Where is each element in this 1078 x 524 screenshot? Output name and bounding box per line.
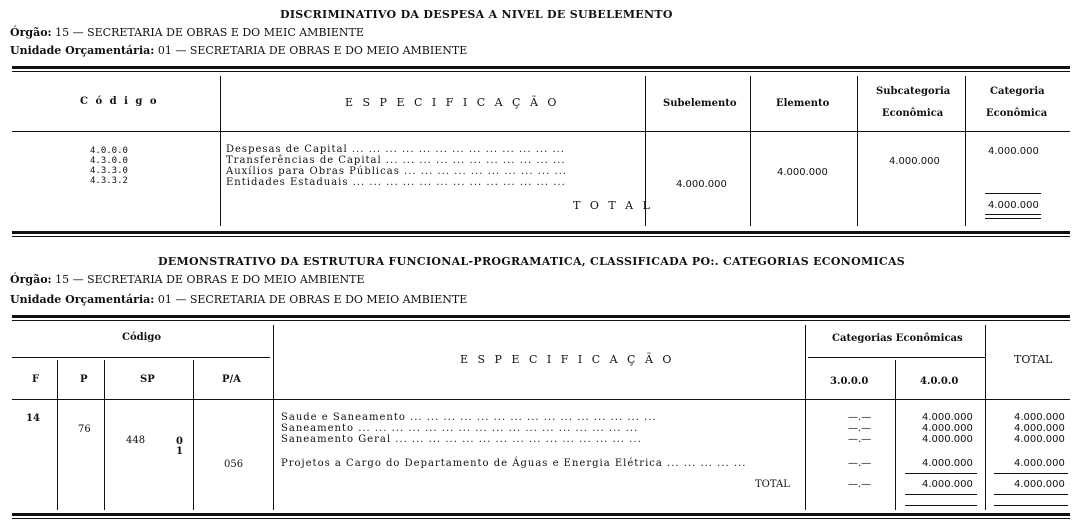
spec-item: Saneamento ... ... ... ... ... ... ... ... ... ... ... ... ... ... ... ... ... [281, 423, 639, 434]
sum-rule [994, 494, 1068, 495]
rule [12, 131, 1070, 132]
rule [12, 399, 1070, 400]
col-divider [193, 360, 194, 510]
col-divider [805, 325, 806, 510]
sum-rule [994, 473, 1068, 474]
rule [12, 518, 1070, 519]
code-item: 4.0.0.0 [90, 146, 128, 156]
rule [12, 320, 1070, 321]
code-item: 4.3.0.0 [90, 156, 128, 166]
value-total: 4.000.000 [1014, 434, 1065, 445]
section2-unidade [10, 293, 467, 306]
header-sp: SP [140, 374, 155, 385]
header-total: TOTAL [1014, 353, 1053, 366]
header-cat-3000: 3.0.0.0 [830, 376, 869, 387]
header-codigo: Código [122, 332, 162, 343]
value-4000: 4.000.000 [922, 458, 973, 469]
total-label: T O T A L [573, 199, 653, 212]
section2-orgao [10, 273, 365, 286]
header-elemento: Elemento [776, 98, 830, 109]
sum-rule [905, 505, 977, 506]
categoria-value: 4.000.000 [988, 146, 1039, 157]
spec-item: Transferências de Capital ... ... ... ... ... ... ... ... ... ... ... [226, 155, 566, 166]
value-total: 4.000.000 [1014, 412, 1065, 423]
value-4000: 4.000.000 [922, 434, 973, 445]
section1-orgao [10, 26, 364, 39]
section2-title: DEMONSTRATIVO DA ESTRUTURA FUNCIONAL-PROGRAMATICA, CLASSIFICADA PO:. CATEGORIAS ECONOMICAS [158, 255, 906, 268]
spec-item: Saneamento Geral ... ... ... ... ... ... ... ... ... ... ... ... ... ... ... [281, 434, 642, 445]
sum-rule [905, 494, 977, 495]
section1-unidade [10, 44, 467, 57]
rule [808, 357, 985, 358]
value-total: 4.000.000 [1014, 423, 1065, 434]
col-divider [965, 76, 966, 226]
header-cat-4000: 4.0.0.0 [920, 376, 959, 387]
orgao-value: 15 — SECRETARIA DE OBRAS E DO MEIC AMBIENTE [55, 26, 364, 39]
unidade-value: 01 — SECRETARIA DE OBRAS E DO MEIO AMBIENTE [157, 293, 468, 306]
empty-value: —.— [848, 458, 872, 469]
col-divider [895, 360, 896, 510]
orgao-label: Órgão: [10, 273, 52, 286]
code-item: 4.3.3.0 [90, 166, 128, 176]
value-total: 4.000.000 [1014, 458, 1065, 469]
orgao-label: Órgão: [10, 26, 52, 39]
subelemento-value: 4.000.000 [676, 179, 727, 190]
value-4000: 4.000.000 [922, 412, 973, 423]
total-label: TOTAL [755, 479, 790, 490]
sum-rule [985, 193, 1041, 194]
section1-title: DISCRIMINATIVO DA DESPESA A NIVEL DE SUBELEMENTO [280, 8, 673, 21]
value-4000: 4.000.000 [922, 423, 973, 434]
col-divider [985, 325, 986, 510]
rule [12, 66, 1070, 69]
spec-item: Entidades Estaduais ... ... ... ... ... ... ... ... ... ... ... ... ... [226, 177, 566, 188]
header-subelemento: Subelemento [663, 98, 737, 109]
empty-value: —.— [848, 423, 872, 434]
header-subcategoria-1: Subcategoria [876, 86, 951, 97]
header-codigo: C ó d i g o [80, 96, 159, 107]
total-4000: 4.000.000 [922, 479, 973, 490]
subcategoria-value: 4.000.000 [889, 156, 940, 167]
sum-rule [985, 218, 1041, 219]
spec-item: Saude e Saneamento ... ... ... ... ... ... ... ... ... ... ... ... ... ... ... [281, 412, 657, 423]
rule [12, 236, 1070, 237]
elemento-value: 4.000.000 [777, 167, 828, 178]
sum-rule [994, 505, 1068, 506]
header-categoria-1: Categoria [990, 86, 1045, 97]
col-divider [57, 360, 58, 510]
empty-value: —.— [848, 412, 872, 423]
code-item: 4.3.3.2 [90, 176, 128, 186]
sum-rule [905, 473, 977, 474]
col-divider [750, 76, 751, 226]
col-divider [220, 76, 221, 226]
sum-rule [985, 214, 1041, 215]
col-divider [104, 360, 105, 510]
categoria-total: 4.000.000 [988, 200, 1039, 211]
header-categoria-2: Econômica [986, 108, 1048, 119]
col-divider [273, 325, 274, 510]
empty-value: —.— [848, 479, 872, 490]
header-p: P [80, 374, 88, 385]
unidade-label: Unidade Orçamentária: [10, 293, 155, 306]
rule [12, 231, 1070, 234]
code-p: 76 [78, 424, 91, 435]
orgao-value: 15 — SECRETARIA DE OBRAS E DO MEIO AMBIENTE [55, 273, 365, 286]
unidade-value: 01 — SECRETARIA DE OBRAS E DO MEIO AMBIENTE [157, 44, 468, 57]
rule [12, 357, 270, 358]
rule [12, 315, 1070, 318]
spec-item: Despesas de Capital ... ... ... ... ... ... ... ... ... ... ... ... ... [226, 144, 565, 155]
header-f: F [32, 374, 40, 385]
header-especificacao: E S P E C I F I C A Ç Ã O [345, 96, 560, 109]
header-pa: P/A [222, 374, 241, 385]
code-sp-sub: 0 [176, 436, 183, 447]
code-sp-sub: 1 [176, 446, 183, 457]
code-sp: 448 [126, 435, 146, 446]
rule [12, 71, 1070, 72]
code-pa: 056 [224, 459, 244, 470]
rule [12, 513, 1070, 516]
spec-item: Projetos a Cargo do Departamento de Águas e Energia Elétrica ... ... ... ... ... [281, 458, 747, 469]
spec-item: Auxílios para Obras Públicas ... ... ... ... ... ... ... ... ... ... [226, 166, 567, 177]
col-divider [857, 76, 858, 226]
empty-value: —.— [848, 434, 872, 445]
header-subcategoria-2: Econômica [882, 108, 944, 119]
header-especificacao: E S P E C I F I C A Ç Ã O [460, 353, 675, 366]
header-categorias: Categorias Econômicas [832, 333, 963, 344]
unidade-label: Unidade Orçamentária: [10, 44, 155, 57]
total-total: 4.000.000 [1014, 479, 1065, 490]
code-f: 14 [26, 413, 40, 424]
